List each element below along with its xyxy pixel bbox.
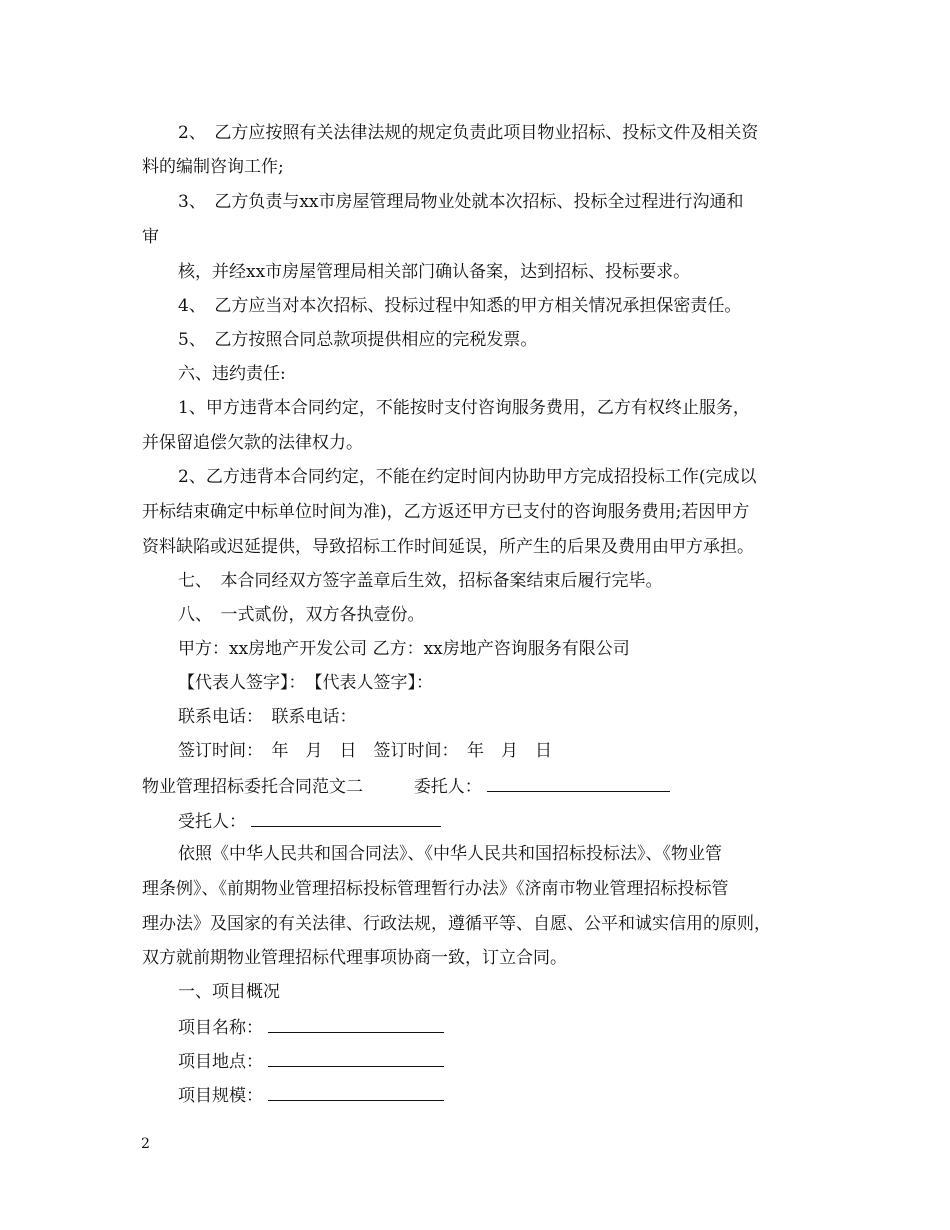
clause-2-line-2: 料的编制咨询工作; xyxy=(142,157,284,177)
clause-3-line-1: 3、 乙方负责与xx市房屋管理局物业处就本次招标、投标全过程进行沟通和 xyxy=(178,192,744,212)
signing-date-line: 签订时间： 年 月 日 签订时间： 年 月 日 xyxy=(178,741,552,761)
project-location-line xyxy=(178,1050,444,1072)
breach-1-line-2: 并保留追偿欠款的法律权力。 xyxy=(142,433,363,453)
clause-2-line-1: 2、 乙方应按照有关法律法规的规定负责此项目物业招标、投标文件及相关资 xyxy=(178,123,759,143)
project-scale-blank xyxy=(268,1084,444,1101)
representative-signature-line: 【代表人签字】： 【代表人签字】： xyxy=(178,673,433,693)
agent-blank xyxy=(251,810,441,827)
parties-line: 甲方：xx房地产开发公司 乙方：xx房地产咨询服务有限公司 xyxy=(178,639,630,659)
basis-line-4: 双方就前期物业管理招标代理事项协商一致，订立合同。 xyxy=(142,948,567,968)
project-scale-label: 项目规模： xyxy=(178,1086,263,1106)
page-number: 2 xyxy=(141,1136,150,1152)
basis-line-1: 依照《中华人民共和国合同法》、《中华人民共和国招标投标法》、《物业管 xyxy=(178,844,722,864)
section-7: 七、 本合同经双方签字盖章后生效，招标备案结束后履行完毕。 xyxy=(178,571,663,591)
client-label: 委托人： xyxy=(413,777,482,797)
breach-1-line-1: 1、甲方违背本合同约定，不能按时支付咨询服务费用，乙方有权终止服务， xyxy=(178,398,750,418)
project-name-line xyxy=(178,1016,444,1038)
project-scale-line xyxy=(178,1084,444,1106)
project-name-blank xyxy=(268,1016,444,1033)
clause-5: 5、 乙方按照合同总款项提供相应的完税发票。 xyxy=(178,330,538,350)
breach-2-line-2: 开标结束确定中标单位时间为准)，乙方返还甲方已支付的咨询服务费用;若因甲方 xyxy=(142,502,750,522)
second-contract-title-line xyxy=(142,775,670,797)
agent-line xyxy=(178,810,441,832)
section-6-heading: 六、违约责任: xyxy=(178,364,286,384)
section-1-heading: 一、项目概况 xyxy=(178,982,280,1002)
project-name-label: 项目名称： xyxy=(178,1018,263,1038)
basis-line-2: 理条例》、《前期物业管理招标投标管理暂行办法》《济南市物业管理招标投标管 xyxy=(142,879,729,899)
clause-4: 4、 乙方应当对本次招标、投标过程中知悉的甲方相关情况承担保密责任。 xyxy=(178,296,742,316)
client-blank xyxy=(487,775,670,792)
section-8: 八、 一式贰份，双方各执壹份。 xyxy=(178,605,425,625)
clause-3-line-3: 核，并经xx市房屋管理局相关部门确认备案，达到招标、投标要求。 xyxy=(178,262,691,282)
clause-3-line-2: 审 xyxy=(142,227,159,247)
project-location-label: 项目地点： xyxy=(178,1052,263,1072)
contact-phone-line: 联系电话： 联系电话： xyxy=(178,707,357,727)
breach-2-line-1: 2、乙方违背本合同约定，不能在约定时间内协助甲方完成招投标工作(完成以 xyxy=(178,467,757,487)
breach-2-line-3: 资料缺陷或迟延提供，导致招标工作时间延误，所产生的后果及费用由甲方承担。 xyxy=(142,537,754,557)
project-location-blank xyxy=(268,1050,444,1067)
second-contract-title: 物业管理招标委托合同范文二 xyxy=(142,777,363,797)
basis-line-3: 理办法》及国家的有关法律、行政法规，遵循平等、自愿、公平和诚实信用的原则， xyxy=(142,914,771,934)
agent-label: 受托人： xyxy=(178,812,246,832)
